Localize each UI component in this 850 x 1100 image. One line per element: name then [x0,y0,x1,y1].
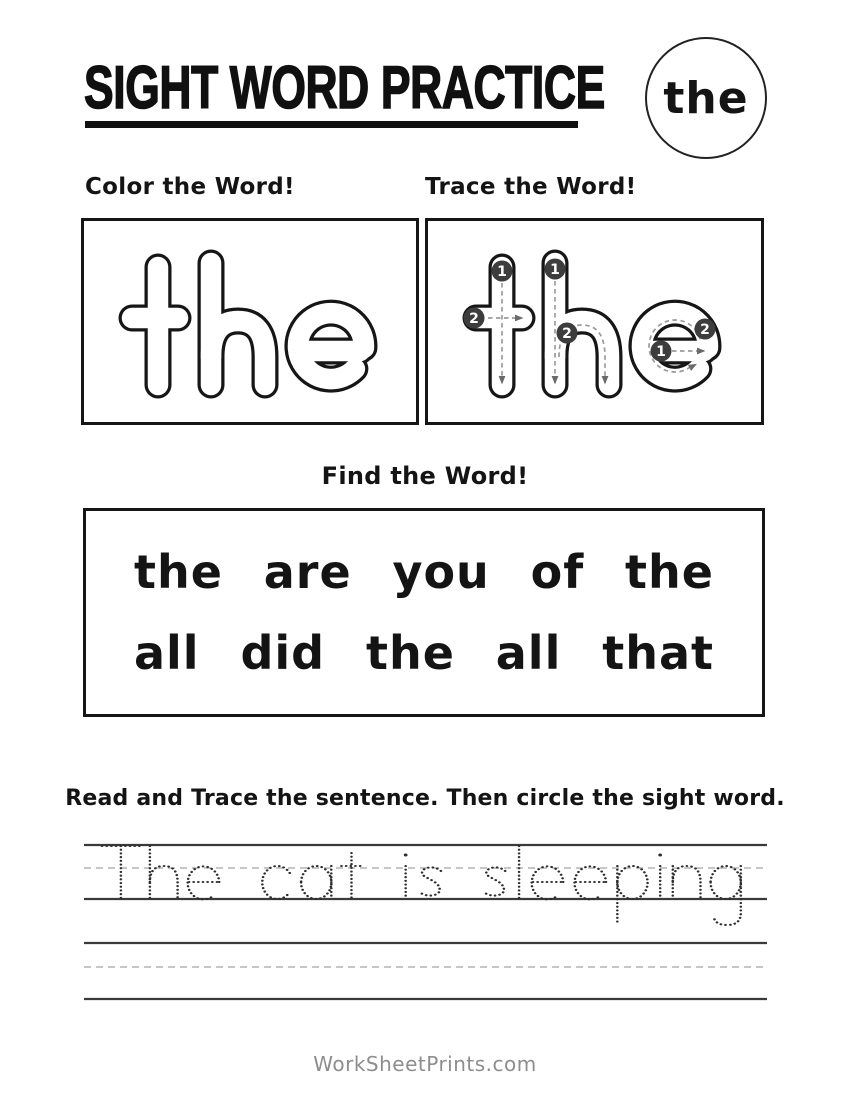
color-section-label: Color the Word! [85,174,295,200]
find-word: are [263,545,352,600]
traced-letter-stroke [420,867,441,895]
bubble-outline-pass [476,263,708,385]
trace-word-box [425,218,764,425]
traced-letter-dot [658,854,662,857]
stroke-number: 2 [562,326,572,342]
bubble-outline-pass [132,263,364,385]
handwriting-line-set-2 [84,943,767,999]
handwriting-lines [0,830,850,1040]
traced-letter-stroke [714,866,740,925]
traced-letter-stroke [711,866,741,899]
traced-letter-stroke [484,867,505,895]
find-word: of [530,545,585,600]
find-word: did [240,625,326,680]
find-word: that [602,625,714,680]
sentence-instruction: Read and Trace the sentence. Then circle the sight word. [65,786,785,811]
find-word-grid [86,511,762,714]
find-word: the [625,545,714,600]
sight-word-text: the [663,72,749,124]
find-word: all [495,625,562,680]
find-word: you [392,545,490,600]
title-underline [85,121,578,128]
trace-section-label: Trace the Word! [425,174,637,200]
footer-branding: WorkSheetPrints.com [313,1052,537,1076]
stroke-number: 1 [550,262,560,278]
traced-letter-stroke [617,866,647,899]
find-word: the [134,545,223,600]
traced-sentence [102,846,741,925]
traced-letter-stroke [262,866,289,899]
find-word-row [86,545,762,600]
stroke-number: 2 [700,322,710,338]
find-word: all [134,625,200,680]
stroke-number: 1 [656,344,666,360]
sight-word-badge [645,37,767,159]
stroke-number: 2 [469,311,479,327]
stroke-number: 1 [497,264,507,280]
find-section-label: Find the Word! [321,462,529,490]
find-word-box [83,508,765,717]
traced-letter-stroke [673,866,701,899]
traced-letter-stroke [150,866,178,899]
find-word: the [365,625,455,680]
find-word-row [86,625,762,680]
trace-word-the [428,221,761,422]
color-word-box [81,218,419,425]
traced-letter-stroke [301,866,331,899]
handwriting-line-set-1 [84,845,767,899]
traced-letter-dot [404,854,408,857]
page-title: SIGHT WORD PRACTICE [84,54,605,121]
bubble-word-the [84,221,416,422]
